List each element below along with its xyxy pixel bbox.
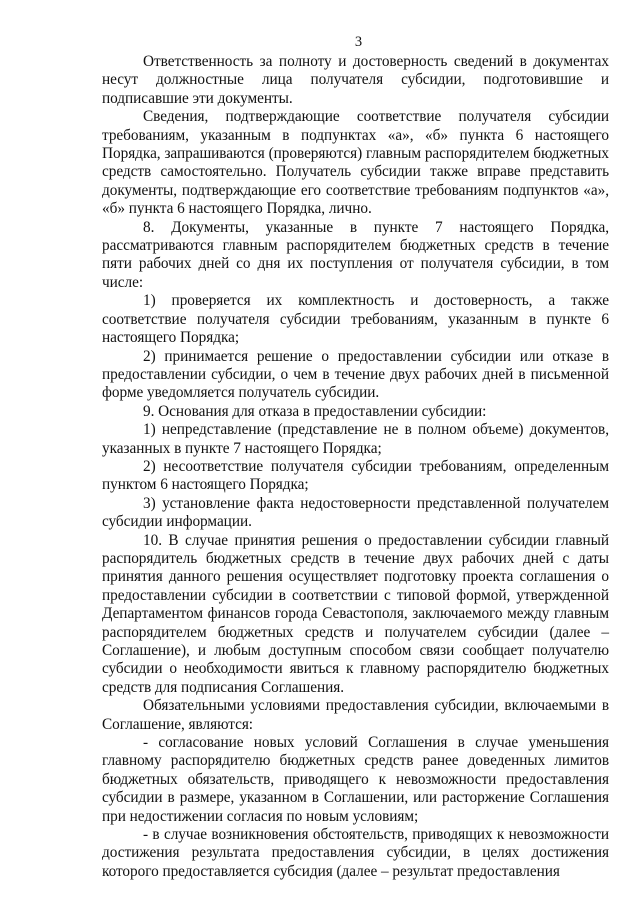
paragraph-requirements-info: Сведения, подтверждающие соответствие получателя субсидии требованиям, указанным в подпунктах «а», «б» пункта 6 настоящего Порядка, запрашиваются (проверяются) главным распорядителем бюджетных средств самостоятельно. Получатель субсидии также вправе представить документы, подтверждающие его соответствие требованиям подпунктов «а», «б» пункта 6 настоящего Порядка, лично. — [102, 108, 609, 218]
paragraph-item-9: 9. Основания для отказа в предоставлении субсидии: — [143, 402, 487, 420]
paragraph-item-8-2: 2) принимается решение о предоставлении субсидии или отказе в предоставлении субсидии, о чем в течение двух рабочих дней в письменной форме уведомляется получатель субсидии. — [102, 347, 609, 402]
paragraph-item-8-1: 1) проверяется их комплектность и достоверность, а также соответствие получателя субсидии требованиям, указанным в пункте 6 настоящего Порядка; — [102, 292, 609, 347]
paragraph-item-10: 10. В случае принятия решения о предоставлении субсидии главный распорядитель бюджетных средств в течение двух рабочих дней с даты принятия данного решения осуществляет подготовку проекта соглашения о предоставлении субсидии в соответствии с типовой формой, утвержденной Департаментом финансов города Севастополя, заключаемого между главным распорядителем бюджетных средств и получателем субсидии (далее – Соглашение), и любым доступным способом связи сообщает получателю субсидии о необходимости явиться к главному распорядителю бюджетных средств для подписания Соглашения. — [102, 531, 609, 696]
paragraph-condition-2: - в случае возникновения обстоятельств, приводящих к невозможности достижения результата предоставления субсидии, в целях достижения которого предоставляется субсидия (далее – результат предоставления — [102, 826, 609, 880]
paragraph-item-9-1: 1) непредставление (представление не в полном объеме) документов, указанных в пункте 7 настоящего Порядка; — [102, 421, 609, 457]
paragraph-condition-1: - согласование новых условий Соглашения в случае уменьшения главному распорядителю бюджетных средств ранее доведенных лимитов бюджетных обязательств, приводящего к невозможности предоставления субсидии в размере, указанном в Соглашении, или расторжение Соглашения при недостижении согласия по новым условиям; — [102, 734, 609, 825]
document-page — [102, 33, 609, 881]
page-number: 3 — [354, 34, 363, 50]
paragraph-mandatory-conditions: Обязательными условиями предоставления субсидии, включаемыми в Соглашение, являются: — [102, 697, 609, 733]
paragraph-item-8: 8. Документы, указанные в пункте 7 настоящего Порядка, рассматриваются главным распорядителем бюджетных средств в течение пяти рабочих дней со дня их поступления от получателя субсидии, в том числе: — [102, 218, 609, 291]
paragraph-item-9-3: 3) установление факта недостоверности представленной получателем субсидии информации. — [102, 494, 609, 531]
paragraph-responsibility: Ответственность за полноту и достоверность сведений в документах несут должностные лица получателя субсидии, подготовившие и подписавшие эти документы. — [102, 53, 609, 107]
paragraph-item-9-2: 2) несоответствие получателя субсидии требованиям, определенным пунктом 6 настоящего Порядка; — [102, 457, 609, 494]
